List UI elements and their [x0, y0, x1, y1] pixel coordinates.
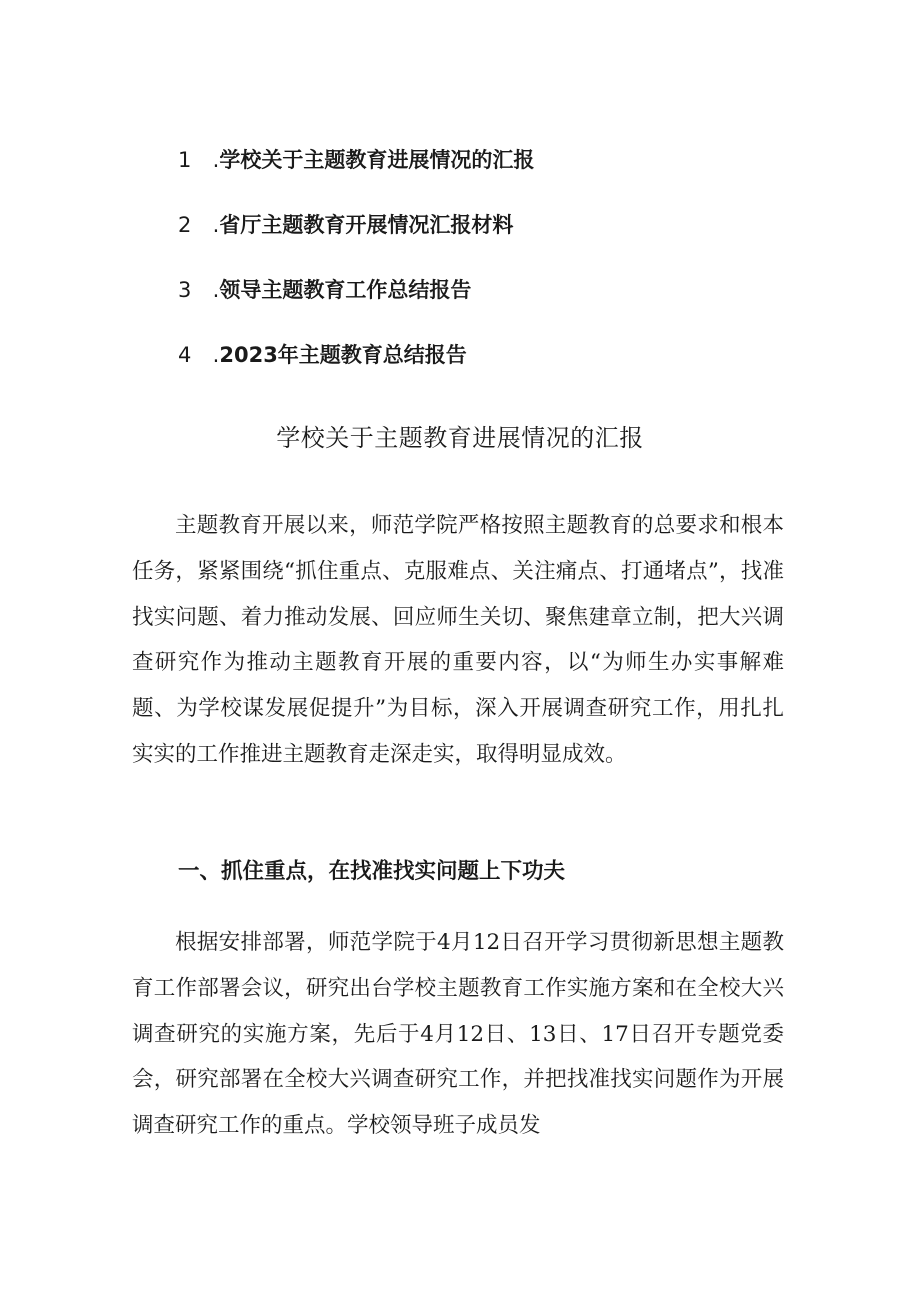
toc-item-text: 2023年主题教育总结报告 — [219, 343, 467, 367]
toc-item-number: 4 — [178, 343, 192, 367]
toc-item-separator: . — [206, 278, 220, 302]
toc-item-2 — [178, 207, 798, 272]
toc-item-separator: . — [206, 148, 220, 172]
toc-item-number: 2 — [178, 213, 192, 237]
toc-item-separator: . — [206, 343, 220, 367]
section-paragraph: 根据安排部署，师范学院于4月12日召开学习贯彻新思想主题教育工作部署会议，研究出台学校主题教育工作实施方案和在全校大兴调查研究的实施方案，先后于4月12日、13日、17日召开专题党委会，研究部署在全校大兴调查研究工作，并把找准找实问题作为开展调查研究工作的重点。学校领导班子成员发 — [132, 930, 784, 1139]
toc-item-number: 3 — [178, 278, 192, 302]
toc-item-text: 省厅主题教育开展情况汇报材料 — [219, 213, 514, 237]
toc-item-number: 1 — [178, 148, 192, 172]
toc-item-text: 学校关于主题教育进展情况的汇报 — [219, 148, 535, 172]
toc-item-4 — [178, 337, 798, 402]
toc-item-text: 领导主题教育工作总结报告 — [219, 278, 472, 302]
toc-item-3 — [178, 272, 798, 337]
document-title: 学校关于主题教育进展情况的汇报 — [276, 424, 644, 452]
table-of-contents — [178, 142, 798, 402]
toc-item-1 — [178, 142, 798, 207]
section-heading: 一、抓住重点，在找准找实问题上下功夫 — [178, 859, 566, 884]
intro-paragraph: 主题教育开展以来，师范学院严格按照主题教育的总要求和根本任务，紧紧围绕“抓住重点、克服难点、关注痛点、打通堵点”，找准找实问题、着力推动发展、回应师生关切、聚焦建章立制，把大兴调查研究作为推动主题教育开展的重要内容，以“为师生办实事解难题、为学校谋发展促提升”为目标，深入开展调查研究工作，用扎扎实实的工作推进主题教育走深走实，取得明显成效。 — [132, 513, 784, 767]
toc-item-separator: . — [206, 213, 220, 237]
